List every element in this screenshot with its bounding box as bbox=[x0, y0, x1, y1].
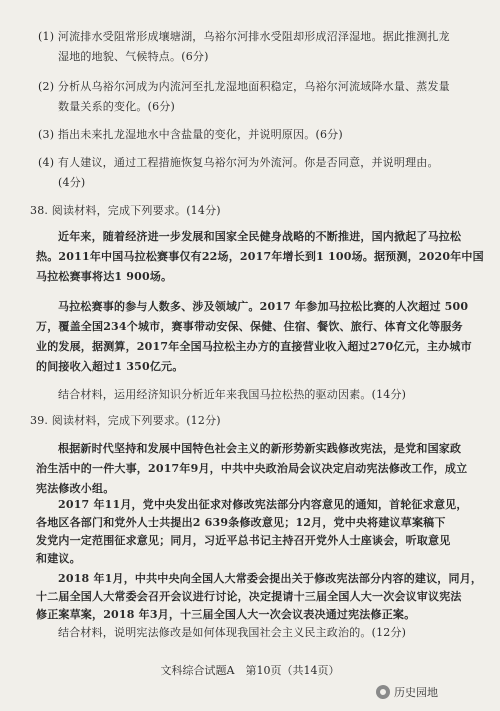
text-line: 宪法修改小组。 bbox=[36, 482, 115, 495]
text-line: 万，覆盖全国234个城市，赛事带动安保、保健、住宿、餐饮、旅行、体育文化等服务 bbox=[36, 320, 463, 333]
watermark bbox=[376, 684, 438, 700]
text-line: 马拉松赛事将达1 900场。 bbox=[36, 270, 173, 283]
text-line: (3) 指出未来扎龙湿地水中含盐量的变化，并说明原因。(6分) bbox=[38, 128, 343, 141]
text-line: 发党内一定范围征求意见；同月，习近平总书记主持召开党外人士座谈会，听取意见 bbox=[36, 534, 451, 547]
text-line: 和建议。 bbox=[36, 552, 81, 565]
text-line: 各地区各部门和党外人士共提出2 639条修改意见；12月，党中央将建议草案稿下 bbox=[36, 516, 446, 529]
text-line: 结合材料，运用经济知识分析近年来我国马拉松热的驱动因素。(14分) bbox=[58, 388, 407, 401]
page-footer: 文科综合试题A 第10页（共14页） bbox=[160, 664, 340, 677]
text-line: 马拉松赛事的参与人数多、涉及领域广。2017 年参加马拉松比赛的人次超过 500 bbox=[58, 300, 469, 313]
text-line: (2) 分析从乌裕尔河成为内流河至扎龙湿地面积稳定，乌裕尔河流域降水量、蒸发量 bbox=[38, 80, 450, 93]
text-line: 39. 阅读材料，完成下列要求。(12分) bbox=[30, 414, 221, 427]
text-line: 2017 年11月，党中央发出征求对修改宪法部分内容意见的通知，首轮征求意见， bbox=[58, 498, 468, 511]
text-line: 热。2011年中国马拉松赛事仅有22场，2017年增长到1 100场。据预测，2020年中国 bbox=[36, 250, 484, 263]
text-line: 业的发展，据测算，2017年全国马拉松主办方的直接营业收入超过270亿元，主办城市 bbox=[36, 340, 472, 353]
text-line: 治生活中的一件大事，2017年9月，中共中央政治局会议决定启动宪法修改工作，成立 bbox=[36, 462, 468, 475]
text-line: 数量关系的变化。(6分) bbox=[58, 100, 175, 113]
text-line: 结合材料，说明宪法修改是如何体现我国社会主义民主政治的。(12分) bbox=[58, 626, 407, 639]
text-line: 十二届全国人大常委会召开会议进行讨论，决定提请十三届全国人大一次会议审议宪法 bbox=[36, 590, 462, 603]
text-line: 2018 年1月，中共中央向全国人大常委会提出关于修改宪法部分内容的建议，同月， bbox=[58, 572, 483, 585]
text-line: (4分) bbox=[58, 176, 86, 189]
text-line: 湿地的地貌、气候特点。(6分) bbox=[58, 50, 209, 63]
text-line: 近年来，随着经济进一步发展和国家全民健身战略的不断推进，国内掀起了马拉松 bbox=[58, 230, 462, 243]
text-line: 根据新时代坚持和发展中国特色社会主义的新形势新实践修改宪法，是党和国家政 bbox=[58, 442, 462, 455]
text-line: 修正案草案，2018 年3月，十三届全国人大一次会议表决通过宪法修正案。 bbox=[36, 608, 416, 621]
wechat-icon bbox=[376, 685, 390, 699]
text-line: 38. 阅读材料，完成下列要求。(14分) bbox=[30, 204, 221, 217]
text-line: 的间接收入超过1 350亿元。 bbox=[36, 360, 184, 373]
text-line: (4) 有人建议，通过工程措施恢复乌裕尔河为外流河。你是否同意，并说明理由。 bbox=[38, 156, 439, 169]
text-line: (1) 河流排水受阻常形成壤塘湖，乌裕尔河排水受阻却形成沼泽湿地。据此推测扎龙 bbox=[38, 30, 450, 43]
watermark-text: 历史园地 bbox=[394, 686, 438, 699]
